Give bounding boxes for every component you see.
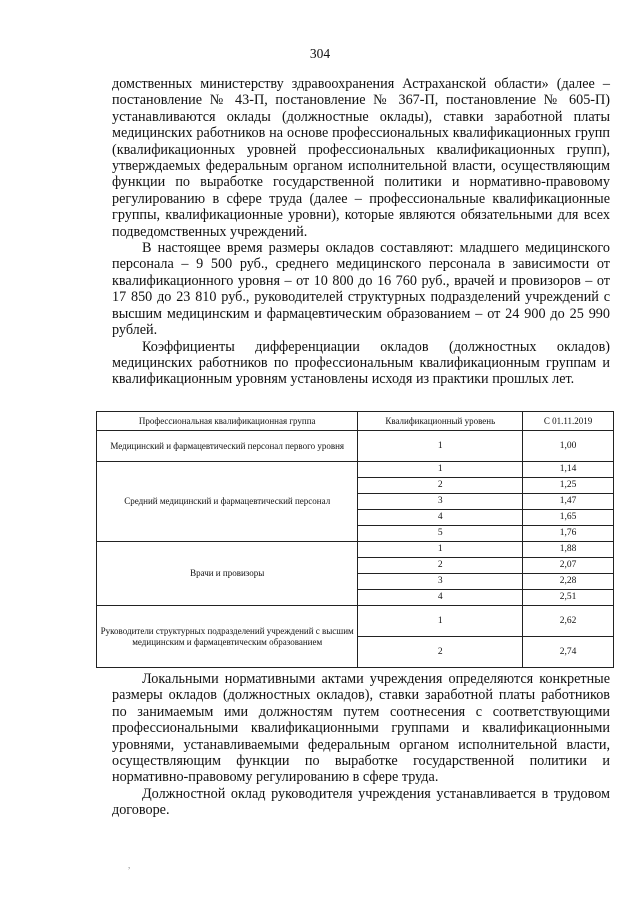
table-row <box>97 606 614 637</box>
level-cell: 4 <box>358 510 523 526</box>
value-cell: 2,07 <box>523 558 614 574</box>
value-cell: 2,51 <box>523 590 614 606</box>
page-number: 304 <box>309 46 331 61</box>
coefficient-table <box>96 411 614 668</box>
value-cell: 1,25 <box>523 478 614 494</box>
level-cell: 1 <box>358 431 523 462</box>
value-cell: 1,76 <box>523 526 614 542</box>
level-cell: 4 <box>358 590 523 606</box>
paragraph: домственных министерству здравоохранения Астраханской области» (далее – постановление № 43-П, постановление № 367-П, постановление № 605-П) устанавливаются оклады (должностные оклады), ставки заработной платы медицинских работников на основе профессиональных квалификационных групп (квалификационных уровней профессиональных квалификационных групп), утверждаемых федеральным органом исполнительной власти, осуществляющим функции по выработке государственной политики и нормативно-правовому регулированию в сфере труда (далее – профессиональные квалификационные группы, квалификационные уровни), которые являются обязательными для всех подведомственных учреждений. <box>112 76 610 240</box>
group-name: Врачи и провизоры <box>97 542 358 606</box>
group-name: Медицинский и фармацевтический персонал первого уровня <box>97 431 358 462</box>
paragraph: Коэффициенты дифференциации окладов (должностных окладов) медицинских работников по профессиональным квалификационным группам и квалификационным уровням установлены исходя из практики прошлых лет. <box>112 338 610 388</box>
group-name: Руководители структурных подразделений учреждений с высшим медицинским и фармацевтическим образованием <box>97 606 358 668</box>
group-name: Средний медицинский и фармацевтический персонал <box>97 462 358 542</box>
column-header: Профессиональная квалификационная группа <box>97 412 358 431</box>
column-header: С 01.11.2019 <box>523 412 614 431</box>
table-header-row <box>97 412 614 431</box>
body-text-top <box>112 76 610 388</box>
level-cell: 1 <box>358 606 523 637</box>
table-row <box>97 542 614 558</box>
value-cell: 1,14 <box>523 462 614 478</box>
column-header: Квалификационный уровень <box>358 412 523 431</box>
value-cell: 2,74 <box>523 637 614 668</box>
value-cell: 1,88 <box>523 542 614 558</box>
level-cell: 2 <box>358 637 523 668</box>
value-cell: 1,65 <box>523 510 614 526</box>
paragraph: Локальными нормативными актами учреждения определяются конкретные размеры окладов (должностных окладов), ставки заработной платы работников по занимаемым ими должностям путем соотнесения с соответствующими профессиональными квалификационными группами и квалификационными уровнями, устанавливаемыми федеральным органом исполнительной власти, осуществляющим функции по выработке государственной политики и нормативно-правовому регулированию в сфере труда. <box>112 671 610 786</box>
body-text-bottom <box>112 671 610 819</box>
table-row <box>97 462 614 478</box>
value-cell: 1,47 <box>523 494 614 510</box>
level-cell: 5 <box>358 526 523 542</box>
level-cell: 1 <box>358 462 523 478</box>
level-cell: 2 <box>358 558 523 574</box>
paragraph: В настоящее время размеры окладов составляют: младшего медицинского персонала – 9 500 руб., среднего медицинского персонала в зависимости от квалификационного уровня – от 10 800 до 16 760 руб., врачей и провизоров – от 17 850 до 23 810 руб., руководителей структурных подразделений учреждений с высшим медицинским и фармацевтическим образованием – от 24 900 до 25 990 рублей. <box>112 240 610 339</box>
value-cell: 2,28 <box>523 574 614 590</box>
level-cell: 2 <box>358 478 523 494</box>
value-cell: 1,00 <box>523 431 614 462</box>
table-row <box>97 431 614 462</box>
level-cell: 3 <box>358 574 523 590</box>
value-cell: 2,62 <box>523 606 614 637</box>
paragraph: Должностной оклад руководителя учреждения устанавливается в трудовом договоре. <box>112 785 610 819</box>
level-cell: 1 <box>358 542 523 558</box>
level-cell: 3 <box>358 494 523 510</box>
scan-artifact: , <box>128 860 131 870</box>
